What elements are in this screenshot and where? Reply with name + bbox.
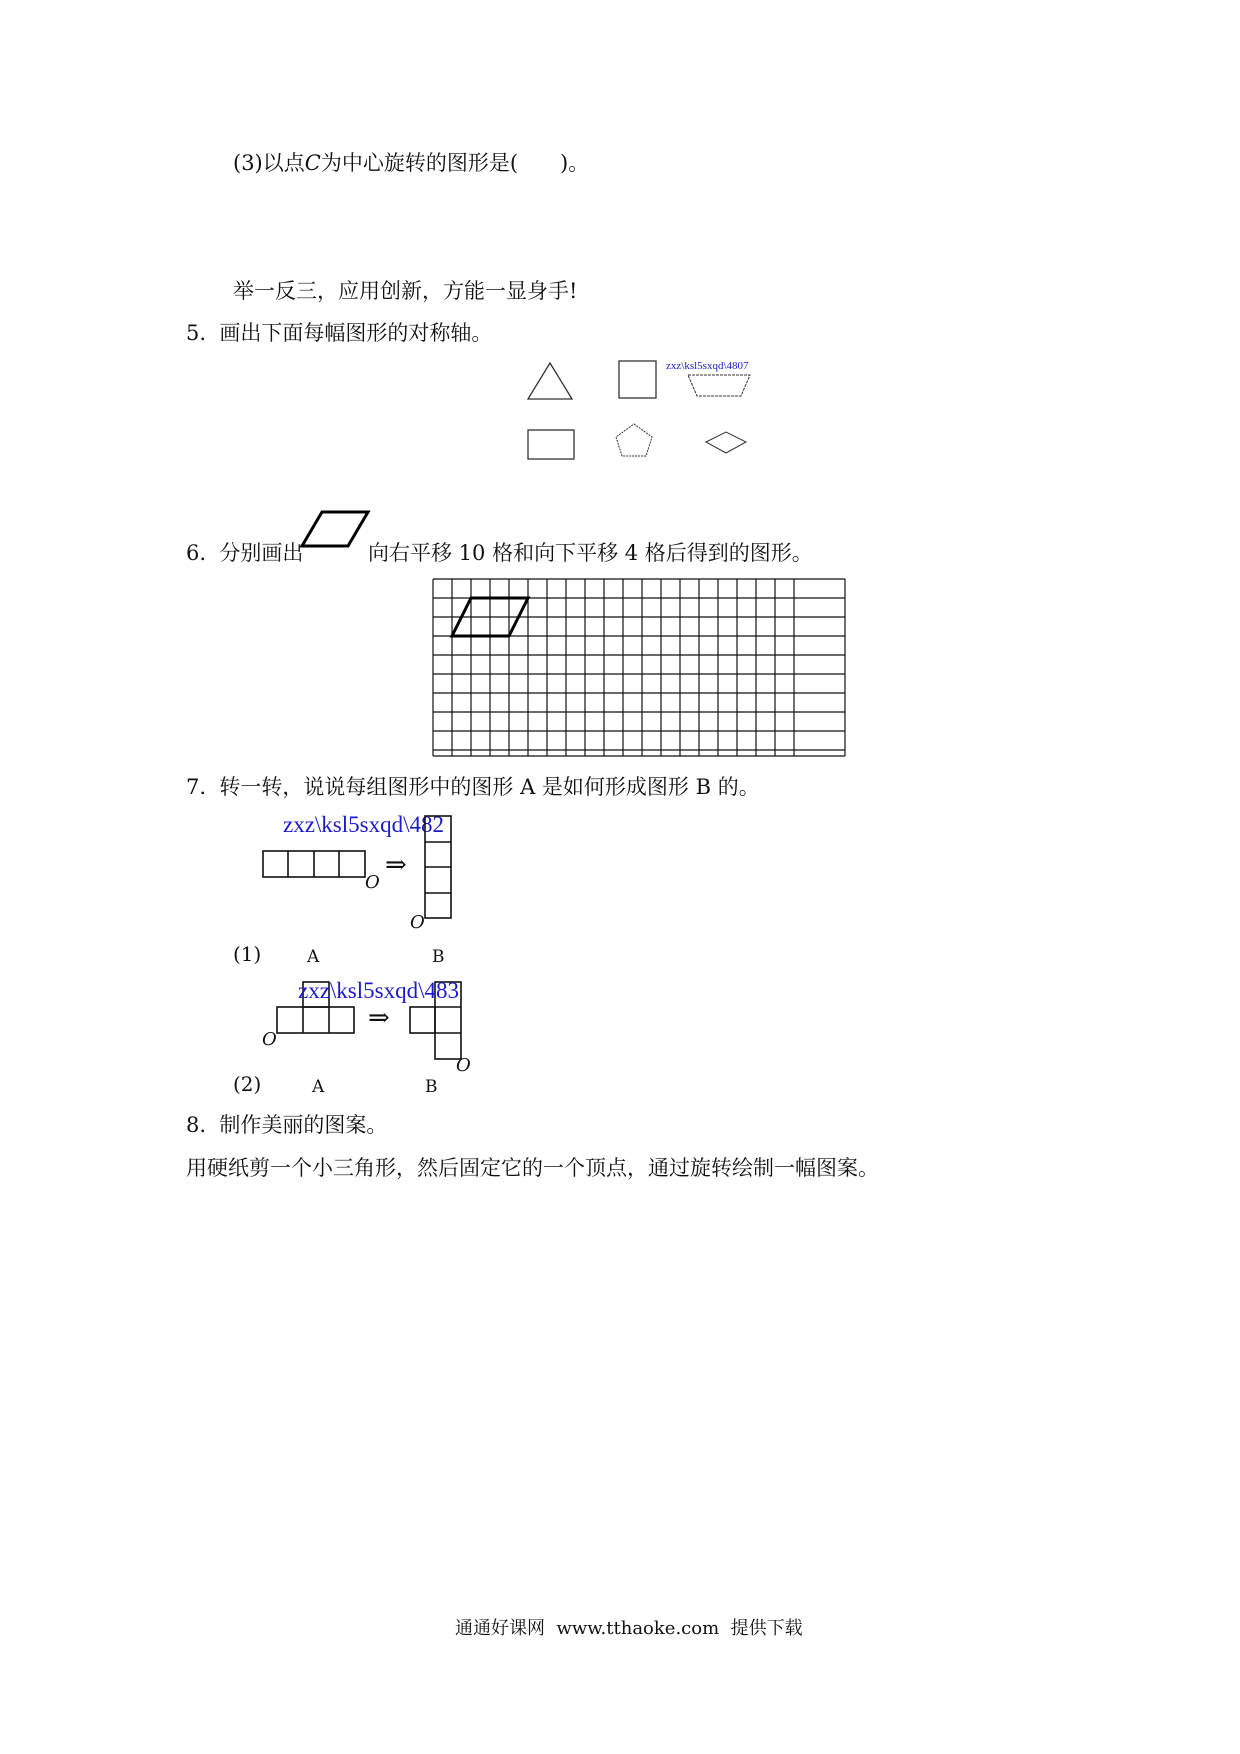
footer-url: www.tthaoke.com bbox=[556, 1618, 720, 1639]
q8-number: 8. bbox=[186, 1113, 207, 1137]
q7-point-o-1a: O bbox=[365, 872, 380, 893]
q6-text-after: 向右平移 10 格和向下平移 4 格后得到的图形。 bbox=[368, 541, 813, 565]
q7-part1-b: B bbox=[432, 947, 445, 967]
q6-text-before: 分别画出 bbox=[219, 541, 304, 565]
question-8 bbox=[186, 1112, 387, 1138]
q8-title: 制作美丽的图案。 bbox=[219, 1113, 388, 1137]
q7-part2-label: (2) bbox=[233, 1072, 262, 1096]
q5-number: 5. bbox=[186, 321, 207, 345]
footer-suffix: 提供下载 bbox=[730, 1618, 803, 1639]
q7-point-o-2b: O bbox=[456, 1055, 471, 1076]
q7-arrow-2: ⇒ bbox=[368, 1003, 390, 1033]
footer bbox=[455, 1614, 803, 1640]
q3-point: C bbox=[304, 151, 321, 175]
q7-text: 转一转，说说每组图形中的图形 A 是如何形成图形 B 的。 bbox=[219, 775, 760, 799]
q8-text: 用硬纸剪一个小三角形，然后固定它的一个顶点，通过旋转绘制一幅图案。 bbox=[186, 1156, 879, 1180]
q7-watermark-2: zxz\ksl5sxqd\483 bbox=[298, 978, 459, 1003]
q3-suffix: 为中心旋转的图形是( )。 bbox=[320, 151, 590, 175]
q5-watermark: zxz\ksl5sxqd\4807 bbox=[666, 360, 749, 372]
q7-point-o-2a: O bbox=[262, 1029, 277, 1050]
motto: 举一反三，应用创新，方能一显身手! bbox=[233, 279, 578, 303]
q7-part1-a: A bbox=[307, 947, 320, 967]
q7-part2-a: A bbox=[312, 1077, 325, 1097]
q5-text: 画出下面每幅图形的对称轴。 bbox=[219, 321, 493, 345]
q6-number: 6. bbox=[186, 541, 207, 565]
q7-arrow-1: ⇒ bbox=[385, 850, 407, 880]
footer-site-name: 通通好课网 bbox=[455, 1618, 545, 1639]
q7-number: 7. bbox=[186, 775, 207, 799]
q7-watermark-1: zxz\ksl5sxqd\482 bbox=[283, 812, 444, 837]
q3-prefix: (3)以点 bbox=[233, 151, 305, 175]
q7-part2-b: B bbox=[425, 1077, 438, 1097]
q7-part1-label: (1) bbox=[233, 942, 262, 966]
q7-point-o-1b: O bbox=[410, 912, 425, 933]
